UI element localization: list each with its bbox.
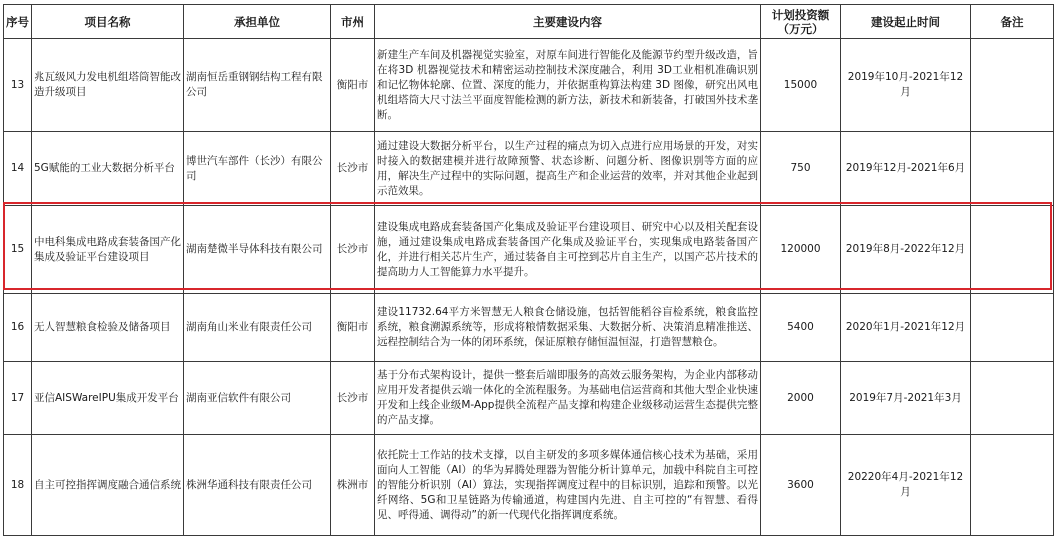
- cell-seq: 18: [4, 435, 32, 536]
- header-row: [4, 5, 1054, 39]
- table-row: [4, 294, 1054, 362]
- cell-content: 依托院士工作站的技术支撑，以自主研发的多项多媒体通信核心技术为基础，采用面向人工智能（AI）的华为昇腾处理器为智能分析计算单元，加载中科院自主可控的智能分析识别（AI）算法，实现指挥调度过程中的目标识别，追踪和预警。以光纤网络、5G和卫星链路为传输通道，构建国内先进、自主可控的“有智慧、看得见、呼得通、调得动”的新一代现代化指挥调度系统。: [375, 435, 761, 536]
- cell-unit: 湖南楚微半导体科技有限公司: [184, 206, 331, 294]
- header-city: 市州: [331, 5, 375, 39]
- table-row: [4, 132, 1054, 206]
- header-name: 项目名称: [32, 5, 184, 39]
- cell-city: 衡阳市: [331, 39, 375, 132]
- cell-name: 中电科集成电路成套装备国产化集成及验证平台建设项目: [32, 206, 184, 294]
- cell-remark: [971, 132, 1054, 206]
- cell-content: 基于分布式架构设计，提供一整套后端即服务的高效云服务架构，为企业内部移动应用开发者提供云端一体化的全流程服务。为基础电信运营商和其他大型企业快速开发和上线企业级M-App提供全流程产品支撑和构建企业级移动运营生态提供完整的产品支撑。: [375, 362, 761, 435]
- projects-table: [3, 4, 1054, 536]
- cell-content: 通过建设大数据分析平台，以生产过程的痛点为切入点进行应用场景的开发，对实时接入的数据建模并进行故障预警、状态诊断、问题分析、图像识别等方面的应用，解决生产过程中的实际问题，提高生产和企业运营的效率，并对其他企业起到示范效果。: [375, 132, 761, 206]
- header-period: 建设起止时间: [841, 5, 971, 39]
- cell-city: 株洲市: [331, 435, 375, 536]
- cell-period: 2019年10月-2021年12月: [841, 39, 971, 132]
- cell-name: 5G赋能的工业大数据分析平台: [32, 132, 184, 206]
- cell-seq: 14: [4, 132, 32, 206]
- cell-unit: 株洲华通科技有限责任公司: [184, 435, 331, 536]
- cell-investment: 15000: [761, 39, 841, 132]
- header-content: 主要建设内容: [375, 5, 761, 39]
- cell-unit: 湖南恒岳重钢钢结构工程有限公司: [184, 39, 331, 132]
- cell-name: 自主可控指挥调度融合通信系统: [32, 435, 184, 536]
- header-investment: 计划投资额 （万元）: [761, 5, 841, 39]
- cell-seq: 17: [4, 362, 32, 435]
- cell-period: 2019年12月-2021年6月: [841, 132, 971, 206]
- table-row: [4, 435, 1054, 536]
- table-row-highlighted: [4, 206, 1054, 294]
- cell-remark: [971, 435, 1054, 536]
- cell-remark: [971, 206, 1054, 294]
- cell-seq: 13: [4, 39, 32, 132]
- cell-investment: 120000: [761, 206, 841, 294]
- cell-name: 兆瓦级风力发电机组塔筒智能改造升级项目: [32, 39, 184, 132]
- cell-seq: 15: [4, 206, 32, 294]
- cell-investment: 2000: [761, 362, 841, 435]
- cell-content: 新建生产车间及机器视觉实验室，对原车间进行智能化及能源节约型升级改造，旨在将3D 机器视觉技术和精密运动控制技术深度融合，利用 3D工业相机准确识别和记忆物体轮廓、位置、深度的能力，并依据重构算法构建 3D 图像，研究出风电机组塔筒大尺寸法兰平面度智能检测的新方法，新技术和新装备，打破国外技术垄断。: [375, 39, 761, 132]
- cell-name: 亚信AISWareIPU集成开发平台: [32, 362, 184, 435]
- cell-unit: 博世汽车部件（长沙）有限公司: [184, 132, 331, 206]
- cell-remark: [971, 39, 1054, 132]
- cell-city: 长沙市: [331, 362, 375, 435]
- table-row: [4, 362, 1054, 435]
- cell-content: 建设集成电路成套装备国产化集成及验证平台建设项目、研究中心以及相关配套设施，通过建设集成电路成套装备国产化集成及验证平台，实现集成电路装备国产化，并进行相关芯片生产，通过装备自主可控到芯片自主生产，以国产芯片技术的提高助力人工智能算力水平提升。: [375, 206, 761, 294]
- cell-city: 长沙市: [331, 206, 375, 294]
- header-seq: 序号: [4, 5, 32, 39]
- cell-period: 20220年4月-2021年12月: [841, 435, 971, 536]
- cell-remark: [971, 362, 1054, 435]
- header-remark: 备注: [971, 5, 1054, 39]
- cell-period: 2019年8月-2022年12月: [841, 206, 971, 294]
- cell-unit: 湖南角山米业有限责任公司: [184, 294, 331, 362]
- cell-investment: 3600: [761, 435, 841, 536]
- table-row: [4, 39, 1054, 132]
- cell-period: 2019年7月-2021年3月: [841, 362, 971, 435]
- cell-investment: 750: [761, 132, 841, 206]
- cell-investment: 5400: [761, 294, 841, 362]
- cell-content: 建设11732.64平方米智慧无人粮食仓储设施，包括智能稻谷盲检系统，粮食监控系统，粮食溯源系统等，形成将粮情数据采集、大数据分析、决策消息精准推送、远程控制结合为一体的闭环系统，保证原粮存储恒温恒湿，打造智慧粮仓。: [375, 294, 761, 362]
- cell-seq: 16: [4, 294, 32, 362]
- cell-name: 无人智慧粮食检验及储备项目: [32, 294, 184, 362]
- cell-remark: [971, 294, 1054, 362]
- cell-unit: 湖南亚信软件有限公司: [184, 362, 331, 435]
- cell-city: 长沙市: [331, 132, 375, 206]
- cell-city: 衡阳市: [331, 294, 375, 362]
- cell-period: 2020年1月-2021年12月: [841, 294, 971, 362]
- header-unit: 承担单位: [184, 5, 331, 39]
